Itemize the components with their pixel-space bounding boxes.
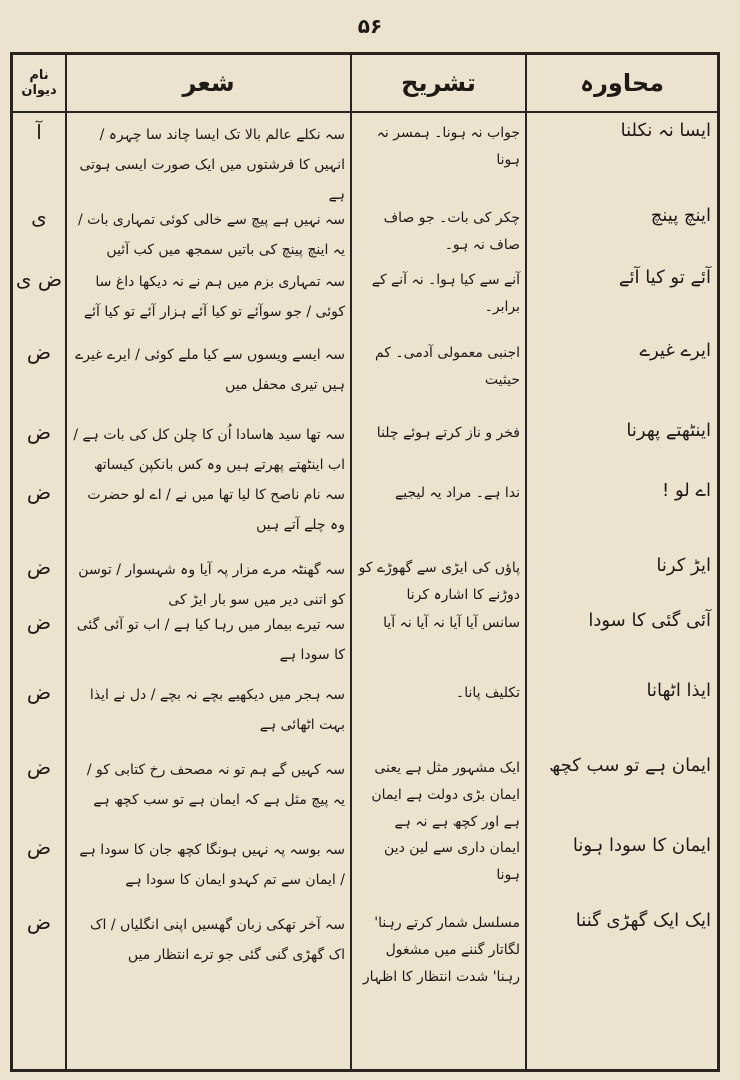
idiom-cell: ایمان ہے تو سب کچھ [549, 755, 711, 776]
idiom-cell: آئی گئی کا سودا [588, 610, 711, 631]
verse-cell: سہ نکلے عالم بالا تک ایسا چاند سا چہرہ / انہیں کا فرشتوں میں ایک صورت ایسی ہوتی ہے [79, 127, 345, 203]
table-row [13, 205, 717, 267]
idiom-cell: آئے تو کیا آئے [618, 267, 711, 288]
idiom-cell: ایڑ کرنا [656, 555, 711, 576]
verse-cell: سہ تیرے بیمار میں رہا کیا ہے / اب تو آئی گئی کا سودا ہے [76, 617, 345, 663]
explanation-cell: ایک مشہور مثل ہے یعنی ایمان بڑی دولت ہے ایمان ہے اور کچھ ہے نہ ہے [371, 760, 520, 830]
table-row [13, 420, 717, 480]
explanation-cell: ندا ہے۔ مراد یہ لیجیے [395, 485, 520, 501]
header-naam-diwan [13, 55, 65, 111]
explanation-cell: ایمان داری سے لین دین ہونا [384, 840, 520, 883]
diwan-cell: ض [26, 340, 52, 364]
header-sher: شعر [182, 69, 235, 97]
diwan-cell: ض [26, 480, 52, 504]
diwan-cell: ض [26, 555, 52, 579]
table-row [13, 340, 717, 420]
page-number: ۵۶ [357, 14, 383, 38]
header-tashreeh: تشریح [401, 69, 476, 97]
table-row [13, 267, 717, 337]
verse-cell: سہ ایسے ویسوں سے کیا ملے کوئی / ایرے غیرے ہیں تیری محفل میں [75, 347, 345, 393]
verse-cell: سہ تمہاری بزم میں ہم نے نہ دیکھا داغ سا کوئی / جو سوآئے تو کیا آئے ہزار آئے تو کیا آئے [83, 274, 345, 320]
diwan-cell: آ [36, 120, 42, 144]
idiom-cell: ایک ایک گھڑی گننا [575, 910, 711, 931]
diwan-cell: ض [26, 755, 52, 779]
idiom-cell: اینٹھتے پھرنا [626, 420, 711, 441]
diwan-cell: ض ی [15, 267, 63, 291]
diwan-cell: ی [31, 205, 47, 229]
verse-cell: سہ آخر تھکی زبان گھسیں اپنی انگلیاں / اک اک گھڑی گنی گئی جو ترے انتظار میں [90, 917, 345, 963]
verse-cell: سہ نہیں ہے پیچ سے خالی کوئی تمہاری بات / یہ اینچ پینچ کی باتیں سمجھ میں کب آئیں [77, 212, 345, 258]
table-row [13, 555, 717, 610]
explanation-cell: چکر کی بات۔ جو صاف صاف نہ ہو۔ [383, 210, 520, 253]
idiom-cell: ایرے غیرے [639, 340, 711, 361]
verse-cell: سہ ہجر میں دیکھیے بچے نہ بچے / دل نے ایذا بہت اٹھائی ہے [89, 687, 345, 733]
idiom-cell: ایمان کا سودا ہونا [572, 835, 711, 856]
table-row [13, 480, 717, 555]
verse-cell: سہ گھنٹہ مرے مزار پہ آیا وہ شہسوار / توسن کو اتنی دیر میں سو بار ایڑ کی [78, 562, 345, 608]
table-row [13, 610, 717, 680]
diwan-cell: ض [26, 420, 52, 444]
diwan-cell: ض [26, 610, 52, 634]
idiom-cell: ایذا اٹھانا [646, 680, 711, 701]
explanation-cell: تکلیف پانا۔ [456, 685, 520, 701]
table-row [13, 120, 717, 203]
explanation-cell: جواب نہ ہونا۔ ہمسر نہ ہونا [376, 125, 520, 168]
header-divider [13, 111, 717, 113]
header-diwan: دیوان [21, 83, 57, 98]
explanation-cell: پاؤں کی ایڑی سے گھوڑے کو دوڑنے کا اشارہ کرنا [358, 560, 520, 603]
verse-cell: سہ بوسہ پہ نہیں ہونگا کچھ جان کا سودا ہے / ایمان سے تم کہدو ایمان کا سودا ہے [79, 842, 345, 888]
explanation-cell: مسلسل شمار کرتے رہنا' لگاتار گننے میں مشغول رہنا' شدت انتظار کا اظہار [362, 915, 520, 985]
idiom-cell: اے لو ! [662, 480, 711, 501]
diwan-cell: ض [26, 910, 52, 934]
table-row [13, 910, 717, 1010]
table-row [13, 755, 717, 835]
table-row [13, 680, 717, 755]
idiom-table [10, 52, 720, 1072]
diwan-cell: ض [26, 835, 52, 859]
verse-cell: سہ نام ناصح کا لیا تھا میں نے / اے لو حضرت وہ چلے آتے ہیں [87, 487, 345, 533]
explanation-cell: اجنبی معمولی آدمی۔ کم حیثیت [374, 345, 520, 388]
header-muhavara: محاورہ [580, 69, 664, 97]
diwan-cell: ض [26, 680, 52, 704]
table-row [13, 835, 717, 910]
idiom-cell: اینچ پینچ [650, 205, 711, 226]
header-naam: نام [29, 68, 49, 83]
verse-cell: سہ کہیں گے ہم تو نہ مصحف رخ کتابی کو / یہ پیچ مثل ہے کہ ایمان ہے تو سب کچھ ہے [86, 762, 345, 808]
explanation-cell: فخر و ناز کرتے ہوئے چلنا [376, 425, 520, 441]
idiom-cell: ایسا نہ نکلنا [620, 120, 711, 141]
explanation-cell: سانس آیا آیا نہ آیا نہ آیا [383, 615, 520, 631]
verse-cell: سہ تھا سید ھاسادا اُن کا چلن کل کی بات ہے / اب اینٹھتے پھرتے ہیں وہ کس بانکپن کیساتھ [73, 427, 345, 473]
explanation-cell: آنے سے کیا ہوا۔ نہ آنے کے برابر۔ [371, 272, 520, 315]
